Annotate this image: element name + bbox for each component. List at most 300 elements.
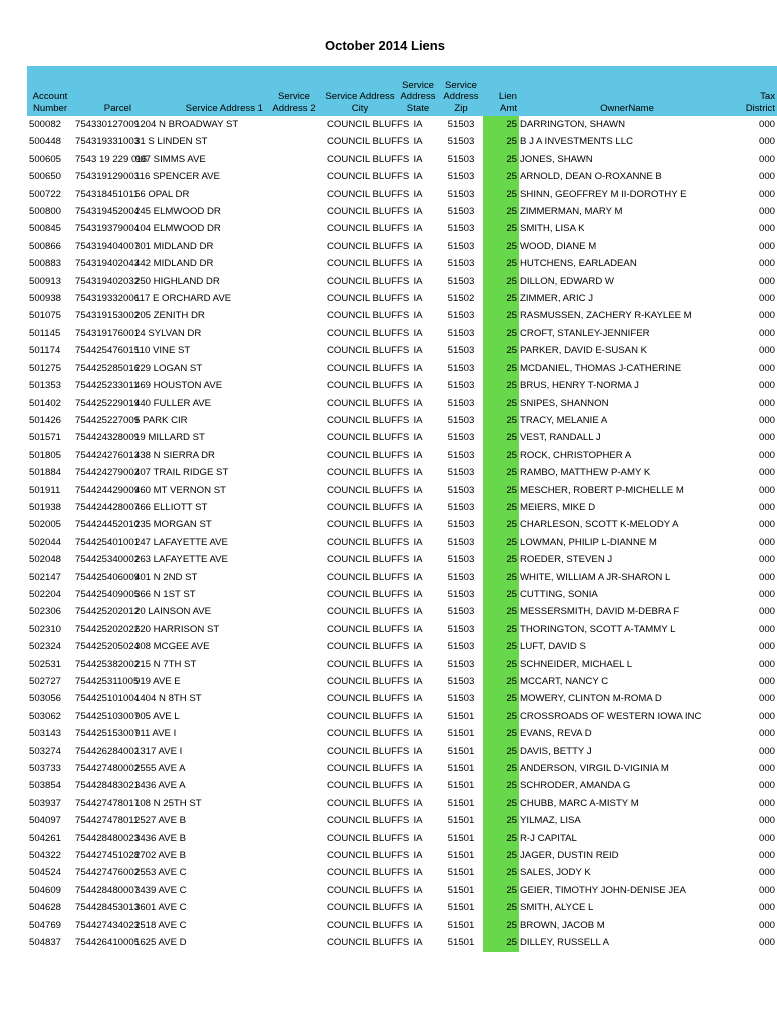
cell-parcel: 754427434023 (75, 919, 140, 931)
cell-service-address-1: 460 MT VERNON ST (135, 484, 226, 496)
cell-tax-district: 000 (758, 397, 775, 409)
cell-account-number: 504322 (29, 850, 62, 862)
cell-parcel: 754319129003 (75, 171, 140, 183)
cell-service-address-1: 919 AVE E (135, 676, 181, 687)
table-row (27, 482, 777, 499)
cell-service-address-2 (265, 847, 323, 864)
cell-tax-district: 000 (758, 484, 775, 496)
cell-service-address-1: 466 ELLIOTT ST (135, 501, 208, 513)
cell-service-address-city: COUNCIL BLUFFS (327, 832, 410, 844)
cell-service-address-1: 229 LOGAN ST (135, 362, 203, 374)
cell-parcel: 754424276013 (75, 449, 140, 461)
cell-account-number: 500845 (29, 223, 62, 235)
cell-service-address-state: IA (413, 676, 423, 687)
cell-service-address-1: 620 HARRISON ST (135, 623, 220, 635)
cell-service-address-1: 250 HIGHLAND DR (135, 275, 220, 287)
table-row (27, 447, 777, 464)
table-row (27, 899, 777, 916)
cell-owner-name: LUFT, DAVID S (520, 641, 586, 653)
cell-service-address-2 (265, 447, 323, 464)
table-row (27, 168, 777, 185)
cell-service-address-1: 2555 AVE A (135, 763, 186, 775)
cell-service-address-1: 308 MCGEE AVE (135, 641, 210, 653)
cell-service-address-state: IA (413, 867, 423, 879)
cell-owner-name: PARKER, DAVID E-SUSAN K (520, 345, 648, 357)
cell-service-address-2 (265, 743, 323, 760)
cell-service-address-2 (265, 429, 323, 446)
cell-service-address-city: COUNCIL BLUFFS (327, 327, 410, 339)
cell-parcel: 754427478011 (75, 815, 139, 827)
cell-service-address-2 (265, 238, 323, 255)
cell-parcel: 754425229019 (75, 397, 140, 409)
cell-owner-name: MESSERSMITH, DAVID M-DEBRA F (520, 606, 680, 618)
cell-lien-amt: 25 (483, 186, 519, 203)
cell-owner-name: SNIPES, SHANNON (520, 397, 609, 409)
cell-parcel: 754319332006 (75, 293, 140, 305)
cell-account-number: 500800 (29, 206, 62, 218)
cell-service-address-state: IA (413, 258, 423, 270)
cell-lien-amt: 25 (483, 342, 519, 359)
cell-service-address-zip: 51503 (447, 432, 475, 444)
cell-service-address-1: 3601 AVE C (135, 902, 187, 914)
table-row (27, 917, 777, 934)
cell-lien-amt: 25 (483, 464, 519, 481)
cell-service-address-zip: 51503 (447, 449, 475, 461)
cell-service-address-2 (265, 203, 323, 220)
cell-service-address-zip: 51503 (447, 554, 475, 566)
table-row (27, 116, 777, 133)
cell-account-number: 504628 (29, 902, 62, 914)
cell-service-address-2 (265, 621, 323, 638)
cell-service-address-2 (265, 395, 323, 412)
cell-service-address-city: COUNCIL BLUFFS (327, 240, 410, 252)
cell-service-address-city: COUNCIL BLUFFS (327, 797, 410, 809)
cell-owner-name: TRACY, MELANIE A (520, 414, 608, 426)
cell-tax-district: 000 (758, 432, 775, 444)
cell-service-address-city: COUNCIL BLUFFS (327, 432, 410, 444)
cell-service-address-zip: 51503 (447, 501, 475, 513)
table-row (27, 220, 777, 237)
cell-lien-amt: 25 (483, 325, 519, 342)
cell-owner-name: MESCHER, ROBERT P-MICHELLE M (520, 484, 684, 496)
cell-service-address-zip: 51501 (447, 884, 475, 896)
table-row (27, 429, 777, 446)
cell-account-number: 501145 (29, 327, 61, 339)
table-row (27, 360, 777, 377)
cell-service-address-2 (265, 325, 323, 342)
cell-service-address-1: 1404 N 8TH ST (135, 693, 202, 705)
cell-lien-amt: 25 (483, 812, 519, 829)
cell-account-number: 504261 (29, 832, 62, 844)
cell-service-address-2 (265, 812, 323, 829)
header-service-address-zip: Service Address Zip (439, 66, 483, 116)
cell-parcel: 754425103007 (75, 710, 140, 722)
cell-service-address-zip: 51501 (447, 780, 475, 792)
cell-service-address-2 (265, 116, 323, 133)
cell-account-number: 501571 (29, 432, 62, 444)
cell-service-address-state: IA (413, 136, 423, 148)
cell-lien-amt: 25 (483, 882, 519, 899)
cell-lien-amt: 25 (483, 238, 519, 255)
cell-service-address-state: IA (413, 467, 423, 479)
cell-service-address-1: 1625 AVE D (135, 937, 187, 949)
cell-service-address-2 (265, 899, 323, 916)
cell-owner-name: SMITH, ALYCE L (520, 902, 594, 914)
cell-service-address-zip: 51503 (447, 467, 475, 479)
cell-service-address-state: IA (413, 815, 423, 827)
table-row (27, 395, 777, 412)
cell-owner-name: MEIERS, MIKE D (520, 501, 596, 513)
table-row (27, 133, 777, 150)
cell-service-address-zip: 51503 (447, 606, 475, 618)
cell-service-address-state: IA (413, 763, 423, 775)
cell-tax-district: 000 (758, 188, 775, 200)
cell-service-address-2 (265, 708, 323, 725)
cell-service-address-city: COUNCIL BLUFFS (327, 501, 410, 513)
table-row (27, 656, 777, 673)
cell-service-address-state: IA (413, 119, 423, 130)
cell-tax-district: 000 (758, 519, 775, 531)
cell-owner-name: RAMBO, MATTHEW P-AMY K (520, 467, 651, 479)
cell-service-address-city: COUNCIL BLUFFS (327, 641, 410, 653)
table-body (27, 116, 777, 952)
cell-service-address-1: 5 PARK CIR (135, 414, 188, 426)
cell-service-address-zip: 51501 (447, 919, 475, 931)
cell-lien-amt: 25 (483, 708, 519, 725)
cell-service-address-city: COUNCIL BLUFFS (327, 484, 410, 496)
cell-service-address-2 (265, 534, 323, 551)
cell-owner-name: WOOD, DIANE M (520, 240, 597, 252)
cell-service-address-state: IA (413, 606, 423, 618)
cell-service-address-city: COUNCIL BLUFFS (327, 362, 410, 374)
cell-owner-name: JONES, SHAWN (520, 153, 593, 165)
cell-owner-name: BROWN, JACOB M (520, 919, 605, 931)
header-service-address-2: Service Address 2 (265, 66, 323, 116)
cell-tax-district: 000 (758, 240, 775, 252)
cell-service-address-2 (265, 412, 323, 429)
cell-service-address-1: 1317 AVE I (135, 745, 183, 757)
table-row (27, 847, 777, 864)
cell-service-address-zip: 51503 (447, 641, 475, 653)
cell-service-address-city: COUNCIL BLUFFS (327, 554, 410, 566)
cell-parcel: 754426410005 (75, 937, 140, 949)
cell-service-address-zip: 51503 (447, 171, 475, 183)
cell-service-address-zip: 51503 (447, 310, 475, 322)
cell-parcel: 7543 19 229 016 (75, 153, 148, 165)
cell-parcel: 754425233011 (75, 380, 139, 392)
table-row (27, 290, 777, 307)
cell-lien-amt: 25 (483, 499, 519, 516)
cell-parcel: 754427478017 (75, 797, 140, 809)
cell-service-address-zip: 51501 (447, 937, 475, 949)
cell-service-address-state: IA (413, 380, 423, 392)
cell-service-address-city: COUNCIL BLUFFS (327, 588, 410, 600)
cell-lien-amt: 25 (483, 151, 519, 168)
cell-service-address-city: COUNCIL BLUFFS (327, 171, 410, 183)
cell-service-address-city: COUNCIL BLUFFS (327, 919, 410, 931)
cell-owner-name: MOWERY, CLINTON M-ROMA D (520, 693, 662, 705)
table-row (27, 551, 777, 568)
table-row (27, 151, 777, 168)
table-row (27, 760, 777, 777)
cell-service-address-city: COUNCIL BLUFFS (327, 119, 410, 130)
cell-owner-name: YILMAZ, LISA (520, 815, 581, 827)
cell-account-number: 502531 (29, 658, 62, 670)
cell-account-number: 504837 (29, 937, 62, 949)
cell-tax-district: 000 (758, 293, 775, 305)
cell-lien-amt: 25 (483, 656, 519, 673)
cell-service-address-2 (265, 499, 323, 516)
cell-owner-name: JAGER, DUSTIN REID (520, 850, 619, 862)
cell-service-address-zip: 51503 (447, 693, 475, 705)
cell-service-address-2 (265, 830, 323, 847)
cell-tax-district: 000 (758, 884, 775, 896)
cell-service-address-state: IA (413, 275, 423, 287)
cell-tax-district: 000 (758, 797, 775, 809)
cell-owner-name: ROCK, CHRISTOPHER A (520, 449, 632, 461)
cell-owner-name: DAVIS, BETTY J (520, 745, 592, 757)
cell-service-address-state: IA (413, 641, 423, 653)
cell-service-address-city: COUNCIL BLUFFS (327, 867, 410, 879)
cell-service-address-1: 235 MORGAN ST (135, 519, 212, 531)
cell-service-address-city: COUNCIL BLUFFS (327, 676, 410, 687)
cell-parcel: 754427451028 (75, 850, 140, 862)
cell-tax-district: 000 (758, 745, 775, 757)
cell-service-address-1: 110 VINE ST (135, 345, 191, 357)
cell-service-address-1: 469 HOUSTON AVE (135, 380, 223, 392)
cell-owner-name: ZIMMER, ARIC J (520, 293, 594, 305)
cell-lien-amt: 25 (483, 917, 519, 934)
cell-service-address-zip: 51503 (447, 588, 475, 600)
cell-parcel: 754428480007 (75, 884, 140, 896)
cell-service-address-1: 247 LAFAYETTE AVE (135, 536, 228, 548)
cell-owner-name: R-J CAPITAL (520, 832, 577, 844)
cell-lien-amt: 25 (483, 690, 519, 707)
cell-lien-amt: 25 (483, 569, 519, 586)
cell-service-address-zip: 51503 (447, 275, 475, 287)
cell-account-number: 500650 (29, 171, 62, 183)
cell-lien-amt: 25 (483, 586, 519, 603)
cell-parcel: 754427480002 (75, 763, 140, 775)
cell-tax-district: 000 (758, 554, 775, 566)
cell-parcel: 754424279002 (75, 467, 140, 479)
cell-parcel: 754425285016 (75, 362, 140, 374)
cell-parcel: 754425101004 (75, 693, 140, 705)
cell-service-address-city: COUNCIL BLUFFS (327, 850, 410, 862)
cell-service-address-city: COUNCIL BLUFFS (327, 728, 410, 740)
cell-service-address-city: COUNCIL BLUFFS (327, 658, 410, 670)
table-row (27, 534, 777, 551)
cell-lien-amt: 25 (483, 743, 519, 760)
cell-tax-district: 000 (758, 710, 775, 722)
cell-service-address-zip: 51503 (447, 362, 475, 374)
cell-account-number: 502147 (29, 571, 62, 583)
cell-service-address-city: COUNCIL BLUFFS (327, 536, 410, 548)
cell-account-number: 503056 (29, 693, 62, 705)
cell-owner-name: MCDANIEL, THOMAS J-CATHERINE (520, 362, 682, 374)
cell-service-address-state: IA (413, 623, 423, 635)
cell-tax-district: 000 (758, 832, 775, 844)
cell-parcel: 754330127009 (75, 119, 140, 130)
cell-tax-district: 000 (758, 206, 775, 218)
cell-account-number: 500938 (29, 293, 62, 305)
table-row (27, 325, 777, 342)
cell-service-address-state: IA (413, 223, 423, 235)
cell-service-address-1: 440 FULLER AVE (135, 397, 212, 409)
cell-service-address-2 (265, 917, 323, 934)
cell-account-number: 504769 (29, 919, 62, 931)
table-row (27, 603, 777, 620)
cell-account-number: 500913 (29, 275, 62, 287)
header-row (27, 66, 777, 116)
cell-service-address-zip: 51501 (447, 763, 475, 775)
table-row (27, 934, 777, 951)
cell-parcel: 754424429009 (75, 484, 140, 496)
cell-tax-district: 000 (758, 606, 775, 618)
cell-service-address-1: 407 TRAIL RIDGE ST (135, 467, 229, 479)
table-row (27, 830, 777, 847)
cell-service-address-city: COUNCIL BLUFFS (327, 745, 410, 757)
cell-account-number: 501884 (29, 467, 62, 479)
table-row (27, 812, 777, 829)
cell-owner-name: HUTCHENS, EARLADEAN (520, 258, 637, 270)
cell-tax-district: 000 (758, 815, 775, 827)
cell-service-address-city: COUNCIL BLUFFS (327, 397, 410, 409)
cell-owner-name: DILLON, EDWARD W (520, 275, 614, 287)
cell-service-address-city: COUNCIL BLUFFS (327, 188, 410, 200)
cell-service-address-2 (265, 464, 323, 481)
table-row (27, 795, 777, 812)
cell-service-address-state: IA (413, 902, 423, 914)
cell-service-address-2 (265, 342, 323, 359)
cell-service-address-city: COUNCIL BLUFFS (327, 763, 410, 775)
cell-account-number: 501402 (29, 397, 62, 409)
table-row (27, 743, 777, 760)
cell-service-address-1: 301 MIDLAND DR (135, 240, 214, 252)
cell-service-address-2 (265, 690, 323, 707)
cell-owner-name: DARRINGTON, SHAWN (520, 119, 626, 130)
header-service-address-1: Service Address 1 (133, 66, 265, 116)
cell-owner-name: B J A INVESTMENTS LLC (520, 136, 634, 148)
cell-tax-district: 000 (758, 136, 775, 148)
cell-service-address-state: IA (413, 240, 423, 252)
cell-parcel: 754319379004 (75, 223, 140, 235)
cell-lien-amt: 25 (483, 220, 519, 237)
cell-owner-name: CHARLESON, SCOTT K-MELODY A (520, 519, 679, 531)
cell-service-address-zip: 51503 (447, 206, 475, 218)
table-row (27, 621, 777, 638)
cell-lien-amt: 25 (483, 395, 519, 412)
cell-account-number: 500082 (29, 119, 62, 130)
cell-service-address-city: COUNCIL BLUFFS (327, 136, 410, 148)
cell-service-address-city: COUNCIL BLUFFS (327, 310, 410, 322)
cell-account-number: 503937 (29, 797, 62, 809)
cell-lien-amt: 25 (483, 255, 519, 272)
cell-lien-amt: 25 (483, 203, 519, 220)
cell-lien-amt: 25 (483, 168, 519, 185)
cell-owner-name: CHUBB, MARC A-MISTY M (520, 797, 639, 809)
table-row (27, 412, 777, 429)
cell-service-address-1: 3436 AVE A (135, 780, 186, 792)
cell-service-address-2 (265, 638, 323, 655)
cell-tax-district: 000 (758, 588, 775, 600)
cell-account-number: 500722 (29, 188, 62, 200)
cell-account-number: 501275 (29, 362, 62, 374)
cell-service-address-zip: 51502 (447, 293, 475, 305)
cell-service-address-zip: 51501 (447, 745, 475, 757)
cell-tax-district: 000 (758, 658, 775, 670)
cell-service-address-zip: 51503 (447, 153, 475, 165)
cell-account-number: 503143 (29, 728, 62, 740)
cell-lien-amt: 25 (483, 621, 519, 638)
cell-account-number: 501911 (29, 484, 61, 496)
cell-parcel: 754425202022 (75, 623, 140, 635)
cell-service-address-zip: 51501 (447, 902, 475, 914)
cell-service-address-zip: 51503 (447, 188, 475, 200)
cell-service-address-1: 438 N SIERRA DR (135, 449, 215, 461)
cell-parcel: 754425401001 (75, 536, 140, 548)
cell-tax-district: 000 (758, 467, 775, 479)
cell-service-address-1: 3436 AVE B (135, 832, 187, 844)
cell-service-address-1: 1204 N BROADWAY ST (135, 119, 239, 130)
cell-lien-amt: 25 (483, 534, 519, 551)
cell-parcel: 754426284002 (75, 745, 140, 757)
cell-lien-amt: 25 (483, 447, 519, 464)
cell-parcel: 754319153002 (75, 310, 140, 322)
cell-service-address-state: IA (413, 206, 423, 218)
cell-service-address-state: IA (413, 588, 423, 600)
cell-service-address-state: IA (413, 536, 423, 548)
cell-service-address-zip: 51501 (447, 710, 475, 722)
cell-parcel: 754427476002 (75, 867, 140, 879)
table-row (27, 777, 777, 794)
cell-lien-amt: 25 (483, 429, 519, 446)
cell-service-address-state: IA (413, 188, 423, 200)
cell-service-address-zip: 51501 (447, 832, 475, 844)
cell-service-address-zip: 51503 (447, 658, 475, 670)
cell-service-address-city: COUNCIL BLUFFS (327, 380, 410, 392)
cell-service-address-2 (265, 168, 323, 185)
cell-service-address-zip: 51501 (447, 797, 475, 809)
cell-account-number: 500448 (29, 136, 62, 148)
cell-service-address-zip: 51503 (447, 380, 475, 392)
cell-tax-district: 000 (758, 171, 775, 183)
cell-service-address-1: 205 ZENITH DR (135, 310, 205, 322)
cell-service-address-1: 366 N 1ST ST (135, 588, 196, 600)
cell-service-address-2 (265, 220, 323, 237)
cell-account-number: 502204 (29, 588, 62, 600)
cell-lien-amt: 25 (483, 273, 519, 290)
cell-tax-district: 000 (758, 345, 775, 357)
cell-service-address-1: 907 SIMMS AVE (135, 153, 206, 165)
cell-service-address-city: COUNCIL BLUFFS (327, 414, 410, 426)
cell-service-address-state: IA (413, 937, 423, 949)
cell-account-number: 501174 (29, 345, 61, 357)
cell-service-address-city: COUNCIL BLUFFS (327, 345, 410, 357)
cell-service-address-zip: 51503 (447, 258, 475, 270)
cell-lien-amt: 25 (483, 116, 519, 133)
cell-tax-district: 000 (758, 763, 775, 775)
cell-service-address-1: 31 S LINDEN ST (135, 136, 208, 148)
cell-owner-name: EVANS, REVA D (520, 728, 592, 740)
cell-lien-amt: 25 (483, 847, 519, 864)
cell-parcel: 754424328009 (75, 432, 140, 444)
cell-service-address-zip: 51503 (447, 345, 475, 357)
cell-account-number: 504524 (29, 867, 62, 879)
cell-service-address-2 (265, 360, 323, 377)
cell-owner-name: SALES, JODY K (520, 867, 591, 879)
cell-account-number: 501938 (29, 501, 62, 513)
